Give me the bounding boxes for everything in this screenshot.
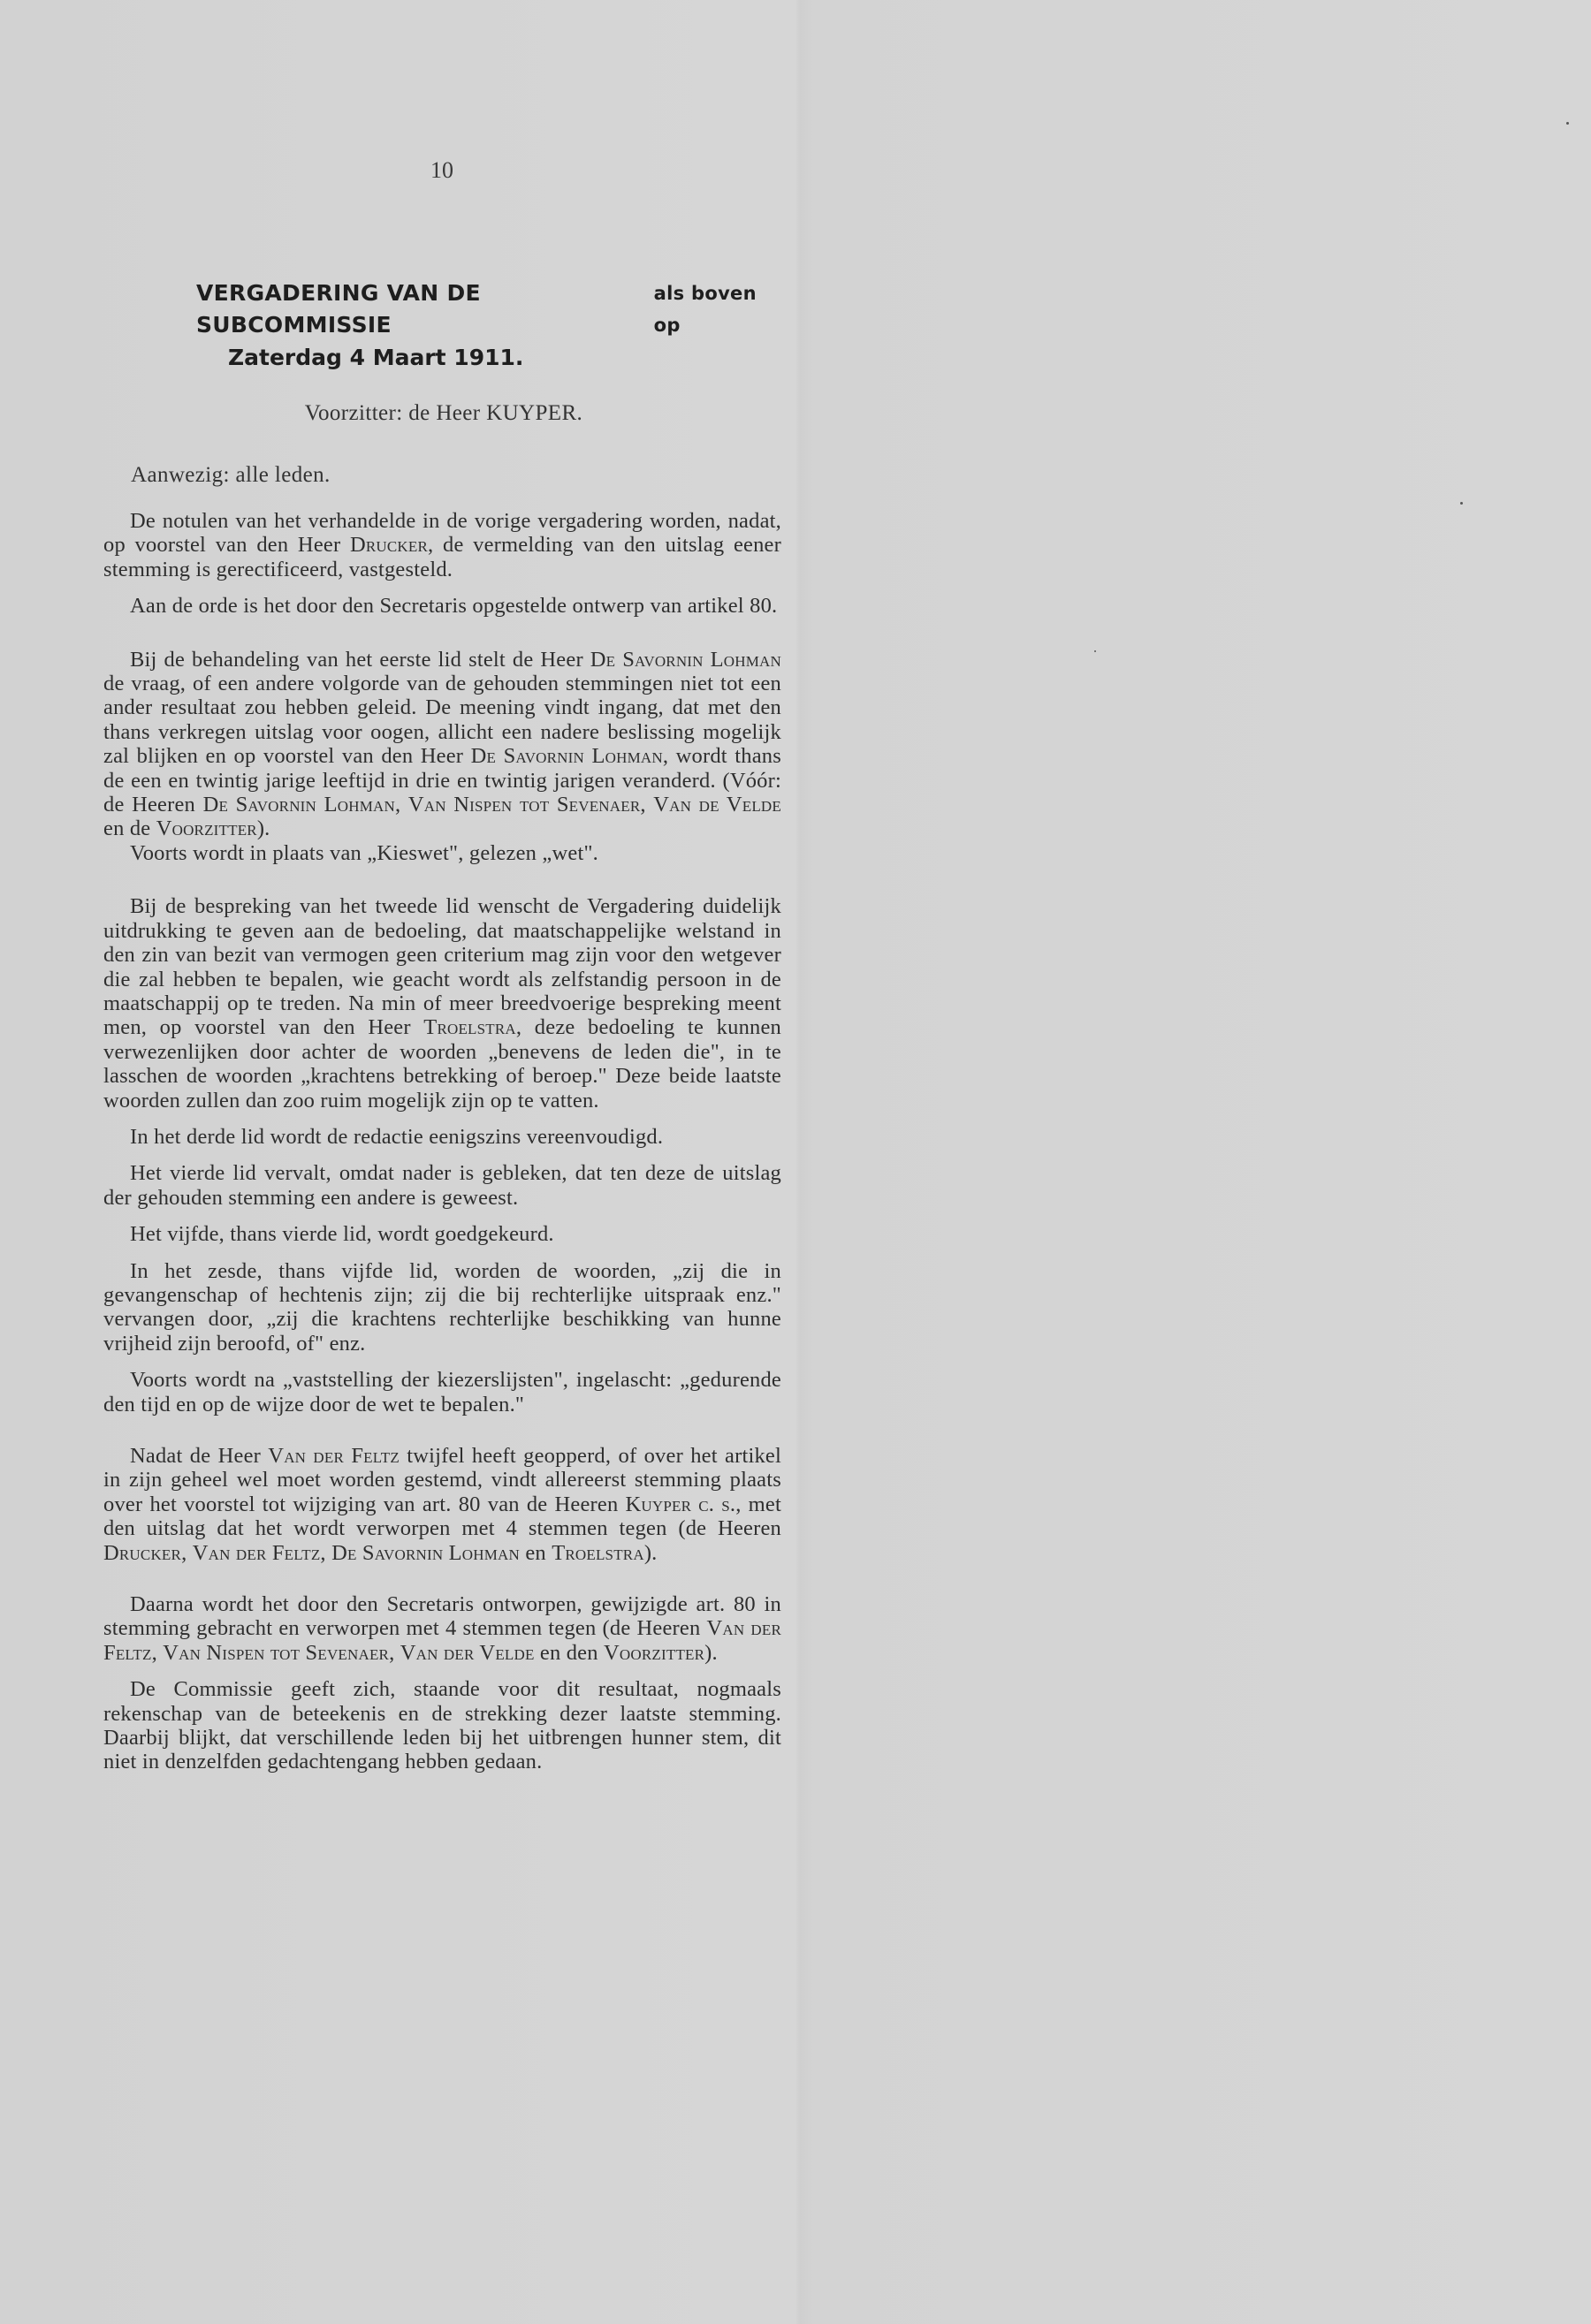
paragraph-notulen <box>103 509 781 581</box>
text-run: en <box>520 1540 552 1565</box>
person-name: De Savornin Lohman <box>470 744 663 769</box>
text-run: Het vijfde, thans vierde lid, wordt goedgekeurd. <box>130 1222 554 1247</box>
text-run: , <box>181 1540 193 1565</box>
text-run: Bij de behandeling van het eerste lid stelt de Heer <box>130 647 590 672</box>
person-name: De Savornin Lohman <box>590 647 782 672</box>
person-name: De Savornin Lohman <box>331 1540 521 1565</box>
text-run: , <box>151 1640 164 1665</box>
text-run: ). <box>643 1540 658 1565</box>
paragraph-sixth-clause <box>103 1259 781 1356</box>
chair-line: Voorzitter: de Heer KUYPER. <box>304 401 583 425</box>
person-name: Drucker <box>103 1540 182 1565</box>
text-run: , deze bedoeling te kunnen verwezenlijken door achter de woorden „benevens de leden die", in te lasschen de woorden „krachtens betrekking of beroep." Deze beide laatste woorden zullen dan zoo ruim mogelijk zijn op te vatten. <box>103 1015 781 1113</box>
text-run: Nadat de Heer <box>130 1444 269 1468</box>
text-run: Aan de orde is het door den Secretaris opgestelde ontwerp van artikel 80. <box>130 594 778 619</box>
paragraph-reflection <box>103 1677 781 1774</box>
text-run: , <box>320 1540 332 1565</box>
person-name: Van Nispen tot Sevenaer <box>163 1640 390 1665</box>
paragraph-fourth-clause <box>103 1161 781 1210</box>
minutes-body <box>103 509 781 1774</box>
person-name: Voorzitter <box>156 816 257 841</box>
person-name: Van Nispen tot Sevenaer <box>407 793 641 817</box>
text-run: , met den uitslag dat het wordt verworpen met 4 stemmen tegen (de Heeren <box>103 1492 781 1541</box>
text-run: Daarna wordt het door den Secretaris ontworpen, gewijzigde art. 80 in stemming gebracht en verworpen met 4 stemmen tegen (de Heeren <box>103 1592 781 1641</box>
text-run: , <box>640 793 654 817</box>
paragraph-third-clause <box>103 1125 781 1149</box>
text-run: De Commissie geeft zich, staande voor dit resultaat, nogmaals rekenschap van de beteekenis en de strekking dezer laatste stemming. Daarbij blijkt, dat verschillende leden bij het uitbrengen hunner stem, dit niet in denzelfden gedachtengang hebben gedaan. <box>103 1677 781 1774</box>
person-name: Troelstra <box>552 1540 644 1565</box>
person-name: Troelstra <box>423 1015 516 1040</box>
person-name: Drucker <box>349 533 429 558</box>
heading-line-1 <box>196 277 781 341</box>
paragraph-second-clause <box>103 894 781 1113</box>
paragraph-first-clause <box>103 648 781 841</box>
text-run: In het derde lid wordt de redactie eenigszins vereenvoudigd. <box>130 1124 664 1149</box>
person-name: Voorzitter <box>604 1640 705 1665</box>
person-name: Van der Feltz <box>268 1444 400 1468</box>
text-run: In het zesde, thans vijfde lid, worden de woorden, „zij die in gevangenschap of hechtenis zijn; zij die bij rechterlijke uitspraak enz." vervangen door, „zij die krachtens rechterlijke beschikking van hunne vrijheid zijn beroofd, of" enz. <box>103 1258 781 1356</box>
text-run: , wordt thans de een en twintig jarige leeftijd in drie en twintig jarigen veranderd. (Vóór: de Heeren <box>103 744 781 817</box>
person-name: Kuyper c. s. <box>625 1492 736 1516</box>
text-run: ). <box>704 1640 718 1665</box>
present-line: Aanwezig: alle leden. <box>131 463 331 487</box>
paragraph-first-vote <box>103 1444 781 1565</box>
scan-speck <box>1094 650 1096 652</box>
text-run: de vraag, of een andere volgorde van de gehouden stemmingen niet tot een ander resultaat zou hebben geleid. De meening vindt ingang, dat met den thans verkregen uitslag voor oogen, allicht een nadere beslissing mogelijk zal blijken en op voorstel van den Heer <box>103 672 781 769</box>
paragraph-agenda <box>103 594 781 618</box>
text-run: De notulen van het verhandelde in de vorige vergadering worden, nadat, op voorstel van den Heer <box>103 509 781 558</box>
person-name: Van der Feltz <box>192 1540 321 1565</box>
text-run: , <box>394 793 408 817</box>
text-run: Bij de bespreking van het tweede lid wenscht de Vergadering duidelijk uitdrukking te geven aan de bedoeling, dat maatschappelijke welstand in den zin van bezit van vermogen geen criterium mag zijn voor den wetgever die zal hebben te bepalen, wie geacht wordt als zelfstandig persoon in de maatschappij op te treden. Na min of meer breedvoerige bespreking meent men, op voorstel van den Heer <box>103 894 781 1040</box>
text-run: en den <box>534 1640 605 1665</box>
text-run: twijfel heeft geopperd, of over het artikel in zijn geheel wel moet worden gestemd, vindt allereerst stemming plaats over het voorstel tot wijziging van art. 80 van de Heeren <box>103 1444 782 1516</box>
paragraph-kieswet <box>103 841 781 865</box>
text-run: Voorts wordt in plaats van „Kieswet", gelezen „wet". <box>130 840 599 865</box>
person-name: Van de Velde <box>653 793 781 817</box>
page-number: 10 <box>430 157 453 183</box>
heading-suffix: als boven op <box>653 283 757 336</box>
scan-speck <box>1566 122 1569 125</box>
paragraph-insertion <box>103 1368 781 1416</box>
paragraph-second-vote <box>103 1592 781 1665</box>
text-run: ). <box>256 816 270 841</box>
text-run: en de <box>103 816 156 841</box>
heading-title: VERGADERING VAN DE SUBCOMMISSIE <box>196 280 481 338</box>
text-run: , <box>389 1640 400 1665</box>
scan-speck <box>1460 502 1463 505</box>
text-run: Het vierde lid vervalt, omdat nader is gebleken, dat ten deze de uitslag der gehouden stemming een andere is geweest. <box>103 1161 781 1210</box>
text-run: , de vermelding van den uitslag eener stemming is gerectificeerd, vastgesteld. <box>103 533 781 581</box>
paragraph-fifth-clause <box>103 1222 781 1246</box>
person-name: Van der Velde <box>400 1640 535 1665</box>
person-name: De Savornin Lohman <box>202 793 395 817</box>
text-run: Voorts wordt na „vaststelling der kiezerslijsten", ingelascht: „gedurende den tijd en op de wijze door de wet te bepalen." <box>103 1368 781 1416</box>
meeting-heading <box>196 277 781 375</box>
heading-date: Zaterdag 4 Maart 1911. <box>228 345 524 370</box>
person-name: Van der Feltz <box>103 1616 782 1665</box>
